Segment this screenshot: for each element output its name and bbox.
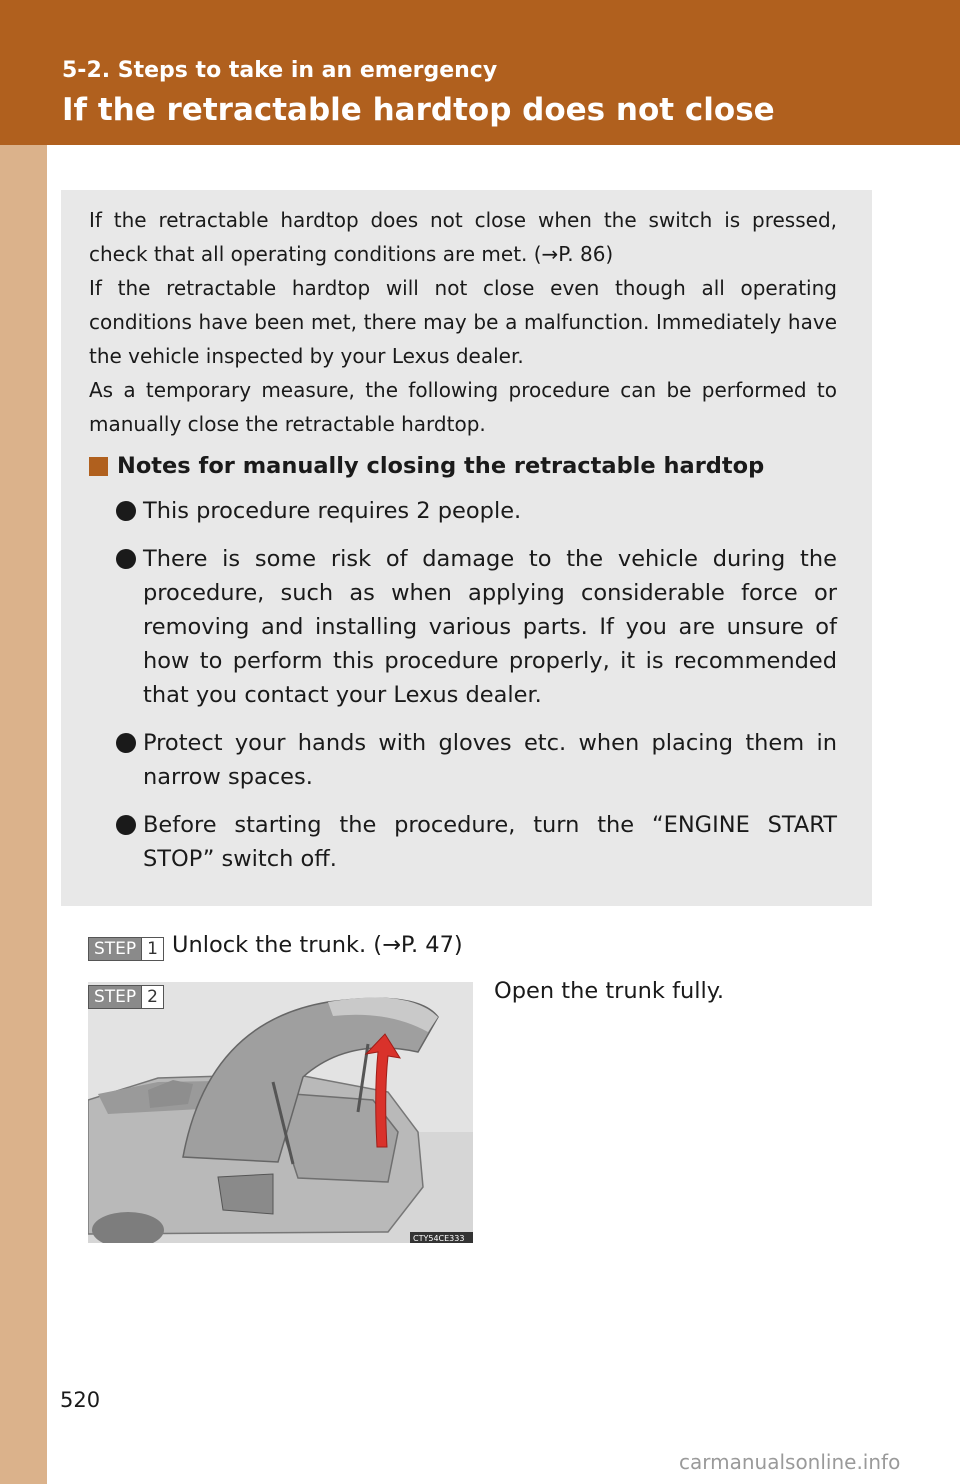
bullet-dot-icon bbox=[116, 549, 136, 569]
list-item-text: There is some risk of damage to the vehicle during the procedure, such as when applying considerable force or removing and installing various parts. If you are unsure of how to perform this procedure properly, it is recommended that you contact your Lexus dealer. bbox=[143, 546, 837, 708]
side-tab-strip bbox=[0, 145, 47, 1484]
intro-paragraph: As a temporary measure, the following procedure can be performed to manually close the retractable hardtop. bbox=[89, 378, 837, 436]
list-item bbox=[116, 494, 837, 528]
list-item-text: Protect your hands with gloves etc. when placing them in narrow spaces. bbox=[143, 730, 837, 790]
intro-paragraph: If the retractable hardtop will not close even though all operating conditions have been met, there may be a malfunction. Immediately have the vehicle inspected by your Lexus dealer. bbox=[89, 276, 837, 368]
intro-text bbox=[89, 203, 837, 441]
step-label: STEP bbox=[89, 938, 141, 960]
bullet-dot-icon bbox=[116, 733, 136, 753]
intro-paragraph: If the retractable hardtop does not close when the switch is pressed, check that all operating conditions are met. (→P. 86) bbox=[89, 208, 837, 266]
page-number: 520 bbox=[60, 1388, 101, 1412]
bullet-dot-icon bbox=[116, 815, 136, 835]
watermark-text: carmanualsonline.info bbox=[679, 1450, 901, 1474]
step-2-text: Open the trunk fully. bbox=[494, 978, 725, 1004]
step-2-tag bbox=[88, 985, 164, 1009]
list-item bbox=[116, 808, 837, 876]
notes-heading bbox=[89, 453, 764, 479]
list-item bbox=[116, 542, 837, 712]
list-item bbox=[116, 726, 837, 794]
notes-list bbox=[116, 494, 837, 890]
step-1-tag bbox=[88, 937, 164, 961]
list-item-text: Before starting the procedure, turn the “ENGINE START STOP” switch off. bbox=[143, 812, 837, 872]
notes-heading-text: Notes for manually closing the retractable hardtop bbox=[117, 453, 765, 479]
bullet-dot-icon bbox=[116, 501, 136, 521]
step-number: 1 bbox=[141, 938, 163, 960]
step-1-text: Unlock the trunk. (→P. 47) bbox=[172, 932, 463, 958]
list-item-text: This procedure requires 2 people. bbox=[143, 498, 522, 524]
illustration-code: CTY54CE333 bbox=[413, 1234, 465, 1243]
section-label: 5-2. Steps to take in an emergency bbox=[62, 58, 498, 83]
step-label: STEP bbox=[89, 986, 141, 1008]
header-band bbox=[0, 0, 960, 145]
trunk-open-illustration bbox=[88, 982, 473, 1243]
square-bullet-icon bbox=[89, 457, 108, 476]
page-title: If the retractable hardtop does not close bbox=[62, 92, 775, 128]
step-number: 2 bbox=[141, 986, 163, 1008]
